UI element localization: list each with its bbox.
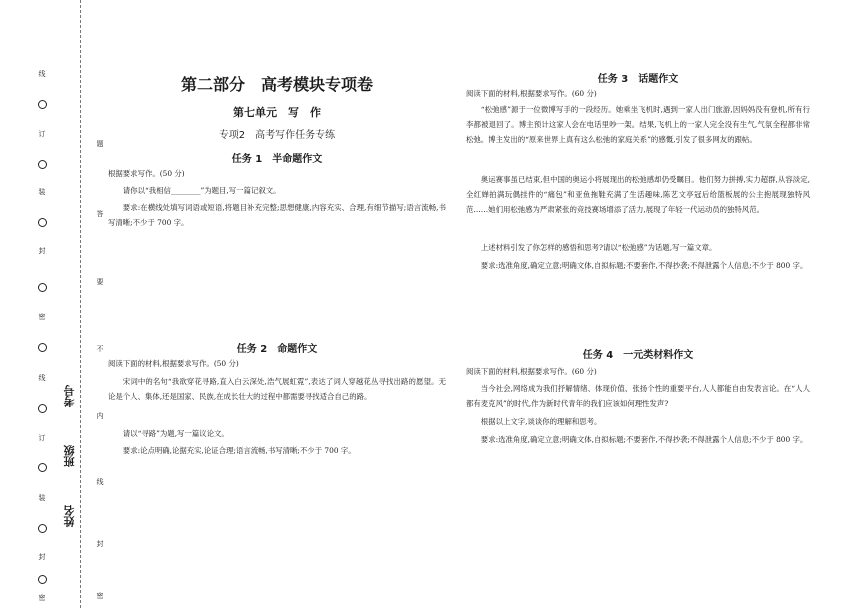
margin-token: 线: [96, 478, 104, 485]
task-3-instruction: 阅读下面的材料,根据要求写作。(60 分): [466, 89, 597, 98]
unit-title: 第七单元 写 作: [233, 106, 321, 119]
margin-token: 答: [96, 210, 104, 217]
binding-hole-icon: [38, 283, 47, 292]
name-label: 姓名: [63, 505, 76, 527]
task-3-prompt: 上述材料引发了你怎样的感悟和思考?请以“松弛感”为话题,写一篇文章。: [480, 243, 717, 252]
task-4-material: 当今社会,网络成为我们抒解情绪、体现价值、张扬个性的重要平台,人人都能自由发表言论。在“人人都有麦克风”的时代,作为新时代青年的我们应该如何理性发声?: [466, 384, 810, 408]
task-1-title: 任务 1 半命题作文: [231, 154, 323, 165]
task-2-prompt: 请以“寻路”为题,写一篇议论文。: [122, 429, 229, 438]
margin-token: 题: [96, 140, 104, 147]
margin-token: 线: [38, 374, 46, 381]
topic-title: 专项2 高考写作任务专练: [218, 130, 336, 141]
margin-token: 密: [38, 313, 46, 320]
margin-token: 装: [38, 188, 46, 195]
cut-line: [80, 0, 81, 608]
binding-margin-outer: [30, 0, 54, 608]
task-3-material-2: 奥运赛事虽已结束,但中国的奥运小将展现出的松弛感却仍受瞩目。他们努力拼搏,实力超群,从容淡定,全红婵拍满玩偶挂件的“痛包”和亚鱼拖鞋充满了生活趣味,陈艺文亭冠后给篮板展的公主抱展现独特风范……她们用松弛感为严肃紧张的竞技赛场增添了活力,展现了年轻一代运动员的独特风范。: [466, 175, 810, 214]
task-2-title: 任务 2 命题作文: [236, 344, 318, 355]
binding-hole-icon: [38, 160, 47, 169]
task-1-requirements: 要求:在横线处填写词语或短语,将题目补充完整;思想健康,内容充实、合理,有细节描写;语言流畅,书写清晰;不少于 700 字。: [108, 203, 446, 227]
margin-token: 要: [96, 278, 104, 285]
task-3-material-1: “松弛感”源于一位微博写手的一段经历。她乘坐飞机时,遇到一家人出门旅游,因妈妈没有登机,所有行李都被退回了。博主预计这家人会在电话里吵一架。结果,飞机上的一家人完全没有生气,气氛全程都非常松弛。博主发出的“原来世界上真有这么松弛的家庭关系”的感慨,引发了很多网友的跟帖。: [466, 105, 810, 144]
task-1-instruction: 根据要求写作。(50 分): [108, 169, 185, 178]
class-label: 班级: [63, 445, 76, 467]
binding-hole-icon: [38, 218, 47, 227]
margin-token: 装: [38, 494, 46, 501]
exam-number-label: 考号: [63, 385, 76, 407]
task-2-requirements: 要求:论点明确,论据充实,论证合理;语言流畅,书写清晰;不少于 700 字。: [122, 446, 356, 455]
task-4-title: 任务 4 一元类材料作文: [582, 350, 694, 361]
margin-token: 封: [38, 553, 46, 560]
margin-token: 线: [38, 70, 46, 77]
binding-hole-icon: [38, 575, 47, 584]
task-2-material: 宋词中的名句“我欲穿花寻路,直入白云深处,浩气展虹霓”,表达了词人穿越花丛寻找出路的愿望。无论是个人、集体,还是国家、民族,在成长壮大的过程中都需要寻找适合自己的路。: [108, 377, 446, 401]
task-4-instruction: 阅读下面的材料,根据要求写作。(60 分): [466, 367, 597, 376]
binding-hole-icon: [38, 404, 47, 413]
task-1-prompt: 请你以“我相信________”为题目,写一篇记叙文。: [122, 186, 281, 195]
binding-hole-icon: [38, 100, 47, 109]
margin-token: 密: [96, 592, 104, 599]
task-4-requirements: 要求:选准角度,确定立意;明确文体,自拟标题;不要套作,不得抄袭;不得泄露个人信息;不少于 800 字。: [480, 435, 808, 444]
binding-hole-icon: [38, 524, 47, 533]
binding-hole-icon: [38, 463, 47, 472]
binding-hole-icon: [38, 343, 47, 352]
margin-token: 订: [38, 130, 46, 137]
margin-token: 密: [38, 594, 46, 601]
part-title: 第二部分 高考模块专项卷: [180, 75, 373, 94]
margin-token: 不: [96, 345, 104, 352]
margin-token: 封: [38, 247, 46, 254]
task-4-prompt: 根据以上文字,谈谈你的理解和思考。: [480, 417, 602, 426]
margin-token: 订: [38, 434, 46, 441]
margin-token: 封: [96, 540, 104, 547]
margin-token: 内: [96, 412, 104, 419]
task-3-title: 任务 3 话题作文: [597, 74, 679, 85]
task-3-requirements: 要求:选准角度,确定立意;明确文体,自拟标题;不要套作,不得抄袭;不得泄露个人信息;不少于 800 字。: [480, 261, 808, 270]
student-info-fields: [58, 0, 80, 608]
task-2-instruction: 阅读下面的材料,根据要求写作。(50 分): [108, 359, 239, 368]
